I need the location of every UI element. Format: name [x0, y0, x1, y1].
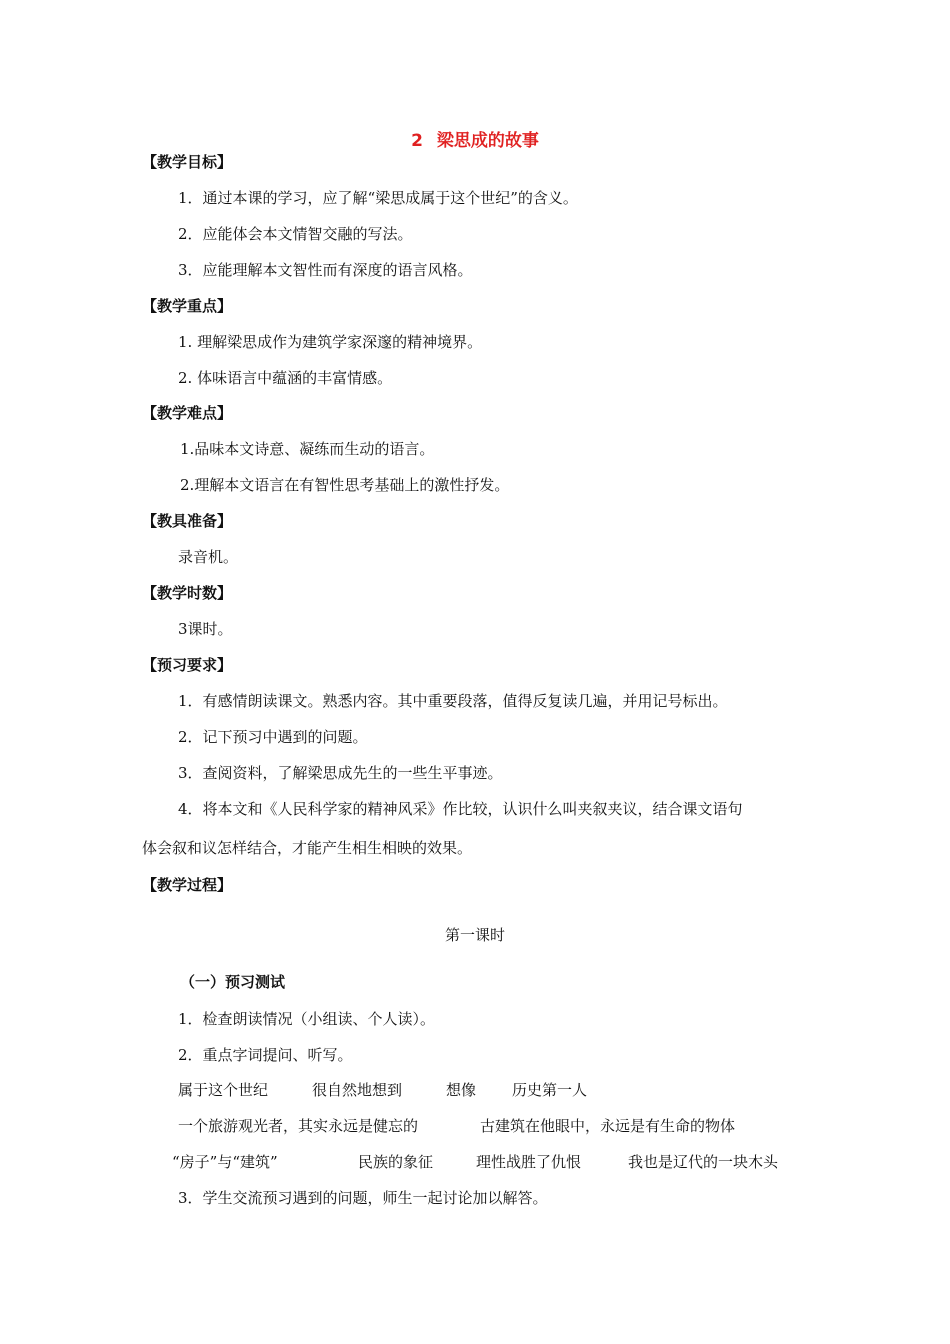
preview-item-continuation: 体会叙和议怎样结合，才能产生相生相映的效果。 — [142, 839, 473, 857]
preview-test-subheading: （一）预习测试 — [180, 973, 286, 991]
goal-item: 3．应能理解本文智性而有深度的语言风格。 — [178, 261, 473, 279]
word-item: 很自然地想到 — [312, 1081, 403, 1099]
word-item: 民族的象征 — [358, 1153, 434, 1171]
preview-item: 3．查阅资料，了解梁思成先生的一些生平事迹。 — [178, 764, 503, 782]
key-points-heading: 【教学重点】 — [142, 297, 233, 315]
word-item: 一个旅游观光者，其实永远是健忘的 — [178, 1117, 419, 1135]
word-item: 属于这个世纪 — [178, 1081, 269, 1099]
process-item: 1．检查朗读情况（小组读、个人读）。 — [178, 1010, 436, 1028]
difficulties-heading: 【教学难点】 — [142, 404, 233, 422]
word-item: 历史第一人 — [512, 1081, 588, 1099]
process-item: 2．重点字词提问、听写。 — [178, 1046, 353, 1064]
word-item: 理性战胜了仇恨 — [476, 1153, 582, 1171]
word-row — [178, 1080, 587, 1100]
hours-text: 3课时。 — [178, 620, 233, 638]
word-row — [172, 1152, 778, 1172]
word-item: 古建筑在他眼中，永远是有生命的物体 — [480, 1117, 736, 1135]
word-item: 我也是辽代的一块木头 — [628, 1153, 779, 1171]
process-item: 3．学生交流预习遇到的问题，师生一起讨论加以解答。 — [178, 1189, 548, 1207]
lesson-title: 梁思成的故事 — [436, 131, 539, 151]
lesson-number: 2 — [411, 131, 423, 151]
word-row — [178, 1116, 735, 1136]
difficulty-item: 1.品味本文诗意、凝练而生动的语言。 — [180, 440, 435, 458]
goal-item: 1．通过本课的学习，应了解“梁思成属于这个世纪”的含义。 — [178, 189, 578, 207]
preview-heading: 【预习要求】 — [142, 656, 233, 674]
goal-item: 2．应能体会本文情智交融的写法。 — [178, 225, 413, 243]
difficulty-item: 2.理解本文语言在有智性思考基础上的激性抒发。 — [180, 476, 510, 494]
page-title — [0, 126, 950, 151]
word-item: “房子”与“建筑” — [172, 1153, 278, 1171]
process-heading: 【教学过程】 — [142, 876, 233, 894]
hours-heading: 【教学时数】 — [142, 584, 233, 602]
preview-item: 1．有感情朗读课文。熟悉内容。其中重要段落，值得反复读几遍，并用记号标出。 — [178, 692, 728, 710]
tools-text: 录音机。 — [178, 548, 239, 566]
preview-item: 4．将本文和《人民科学家的精神风采》作比较，认识什么叫夹叙夹议，结合课文语句 — [178, 800, 743, 818]
word-item: 想像 — [446, 1081, 477, 1099]
lesson-period-title: 第一课时 — [444, 926, 505, 944]
goals-heading: 【教学目标】 — [142, 153, 233, 171]
key-point-item: 2. 体味语言中蕴涵的丰富情感。 — [178, 369, 393, 387]
tools-heading: 【教具准备】 — [142, 512, 233, 530]
key-point-item: 1. 理解梁思成作为建筑学家深邃的精神境界。 — [178, 333, 483, 351]
preview-item: 2．记下预习中遇到的问题。 — [178, 728, 368, 746]
